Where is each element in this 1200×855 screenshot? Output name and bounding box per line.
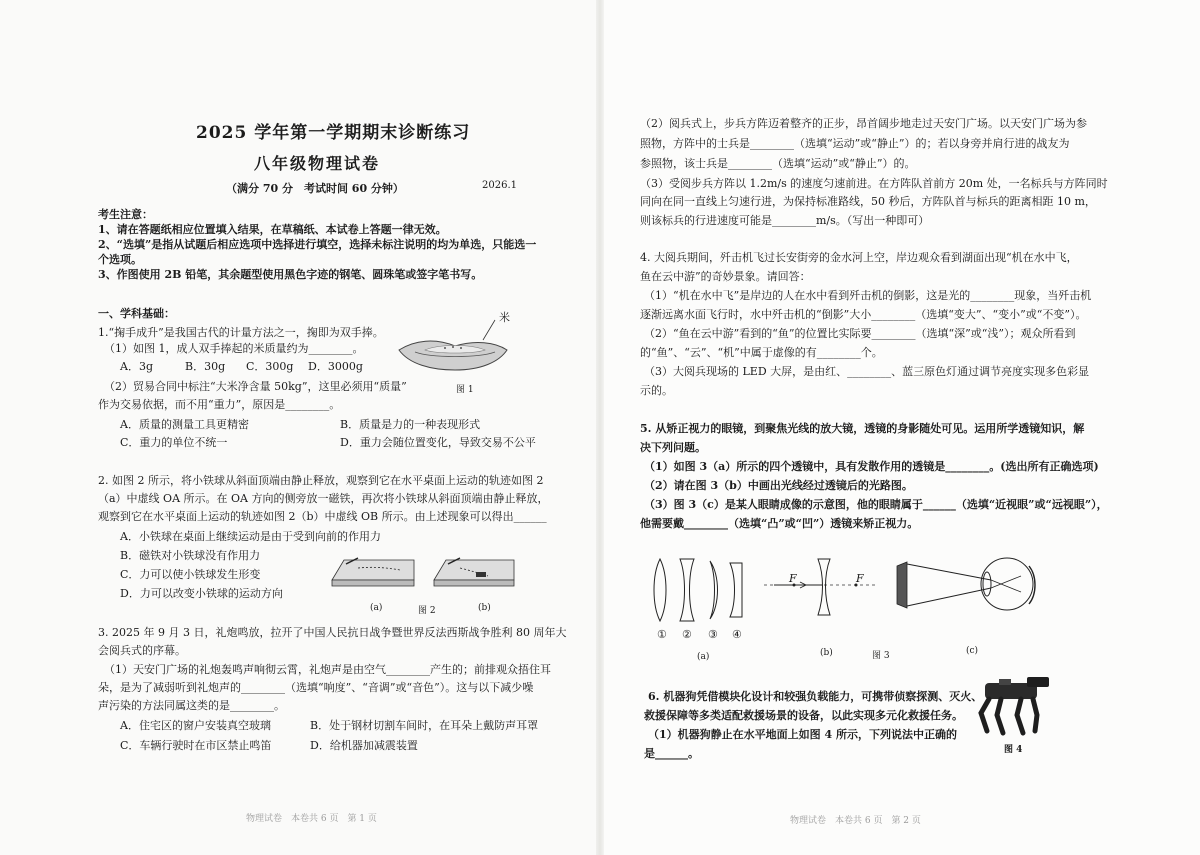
- figure-2-tables: [328, 550, 518, 600]
- figure-3c-eye-diagram: [895, 552, 1045, 628]
- q1-option-a: A．3g: [120, 360, 153, 373]
- q4-line-4: 逐渐远离水面飞行时，水中歼击机的“倒影”大小________（选填“变大”、“变小”或“不变”）。: [640, 308, 1087, 321]
- score-info: （满分 70 分 考试时间 60 分钟）: [226, 182, 404, 195]
- q3-line-4: 朵，是为了减弱听到礼炮声的________（选填“响度”、“音调”或“音色”）。这与以下减少噪: [98, 681, 534, 694]
- q3b-line-4: （3）受阅步兵方阵以 1.2m/s 的速度匀速前进。在方阵队首前方 20m 处，一名标兵与方阵同时: [640, 177, 1108, 190]
- notice-heading: 考生注意：: [98, 208, 153, 221]
- q2-line-3: 观察到它在水平桌面上运动的轨迹如图 2（b）中虚线 OB 所示。由上述现象可以得出______: [98, 510, 547, 523]
- q4-line-2: 鱼在云中游”的奇妙景象。请回答：: [640, 270, 811, 283]
- q4-line-7: （3）大阅兵现场的 LED 大屏，是由红、________、蓝三原色灯通过调节亮度实现多色彩显: [644, 365, 1090, 378]
- q1-part1: （1）如图 1，成人双手捧起的米质量约为________。: [104, 342, 364, 355]
- q6-line-4: 是______。: [644, 747, 699, 760]
- lens-number-3: ③: [708, 628, 718, 641]
- q3-line-1: 3. 2025 年 9 月 3 日，礼炮鸣放，拉开了中国人民抗日战争暨世界反法西斯战争胜利 80 周年大: [98, 626, 567, 639]
- q3-option-c: C．车辆行驶时在市区禁止鸣笛: [120, 739, 272, 752]
- figure-1-hands-rice: [395, 310, 515, 382]
- section-heading: 一、学科基础：: [98, 307, 175, 320]
- figure-4-label: 图 4: [1004, 745, 1023, 755]
- focal-point-right: F: [856, 572, 864, 585]
- figure-2-label: 图 2: [418, 606, 436, 616]
- q3b-line-2: 照物，方阵中的士兵是________（选填“运动”或“静止”）的；若以身旁并肩行进的战友为: [640, 137, 1070, 150]
- lens-number-4: ④: [732, 628, 742, 641]
- q3-line-3: （1）天安门广场的礼炮轰鸣声响彻云霄，礼炮声是由空气________产生的；前排观众捂住耳: [104, 663, 551, 676]
- page-gutter: [596, 0, 604, 855]
- focal-point-left: F: [789, 572, 797, 585]
- q4-line-3: （1）“机在水中飞”是岸边的人在水中看到歼击机的倒影，这是光的________现象，当歼击机: [644, 289, 1092, 302]
- q1-part2a: （2）贸易合同中标注“大米净含量 50kg”，这里必须用“质量”: [104, 380, 407, 393]
- q4-line-1: 4. 大阅兵期间，歼击机飞过长安街旁的金水河上空，岸边观众看到湖面出现“机在水中飞，: [640, 251, 1078, 264]
- lens-number-1: ①: [657, 628, 667, 641]
- q5-line-5: （3）图 3（c）是某人眼睛成像的示意图，他的眼睛属于______（选填“近视眼”或“远视眼”），: [644, 498, 1108, 511]
- q3b-line-6: 则该标兵的行进速度可能是________m/s。（写出一种即可）: [640, 214, 930, 227]
- q3b-line-3: 参照物，该士兵是________（选填“运动”或“静止”）的。: [640, 157, 916, 170]
- q1-option-b: B．30g: [185, 360, 226, 373]
- left-page-footer: 物理试卷 本卷共 6 页 第 1 页: [246, 814, 377, 824]
- notice-line-2a: 2、“选填”是指从试题后相应选项中选择进行填空，选择未标注说明的均为单选，只能选一: [98, 238, 537, 251]
- right-page-footer: 物理试卷 本卷共 6 页 第 2 页: [790, 816, 921, 826]
- q1-choice-c: C．重力的单位不统一: [120, 436, 228, 449]
- q4-line-6: 的“鱼”、“云”、“机”中属于虚像的有________个。: [640, 346, 883, 359]
- q6-line-3: （1）机器狗静止在水平地面上如图 4 所示，下列说法中正确的: [648, 728, 957, 741]
- q3b-line-5: 同向在同一直线上匀速行进，为保持标准路线，50 秒后，方阵队首与标兵的距离相距 10 m，: [640, 195, 1096, 208]
- q3-option-d: D．给机器加减震装置: [310, 739, 418, 752]
- q3-line-5: 声污染的方法同属这类的是________。: [98, 699, 285, 712]
- figure-3a-label: (a): [697, 652, 710, 662]
- q2-line-2: （a）中虚线 OA 所示。在 OA 方向的侧旁放一磁铁，再次将小铁球从斜面顶端由静止释放，: [98, 492, 549, 505]
- q1-choice-a: A．质量的测量工具更精密: [120, 418, 249, 431]
- q5-line-3: （1）如图 3（a）所示的四个透镜中，具有发散作用的透镜是________。(选出所有正确选项): [644, 460, 1099, 473]
- figure-1-label: 图 1: [456, 385, 474, 395]
- q1-option-d: D．3000g: [308, 360, 363, 373]
- q1-part2b: 作为交易依据，而不用“重力”，原因是________。: [98, 398, 341, 411]
- exam-date: 2026.1: [482, 180, 517, 191]
- figure-3b-ray-diagram: [760, 555, 880, 625]
- exam-title: 2025 学年第一学期期末诊断练习: [196, 123, 471, 143]
- notice-line-1: 1、请在答题纸相应位置填入结果，在草稿纸、本试卷上答题一律无效。: [98, 223, 447, 236]
- figure-4-robot-dog: [965, 675, 1055, 740]
- q1-option-c: C．300g: [246, 360, 294, 373]
- q1-stem: 1.“掬手成升”是我国古代的计量方法之一，掬即为双手捧。: [98, 326, 384, 339]
- q2-option-a: A．小铁球在桌面上继续运动是由于受到向前的作用力: [120, 530, 381, 543]
- figure-1-rice-label: 米: [499, 311, 510, 324]
- q2-line-1: 2. 如图 2 所示，将小铁球从斜面顶端由静止释放，观察到它在水平桌面上运动的轨迹如图 2: [98, 474, 544, 487]
- notice-line-3: 3、作图使用 2B 铅笔，其余题型使用黑色字迹的钢笔、圆珠笔或签字笔书写。: [98, 268, 483, 281]
- q2-option-d: D．力可以改变小铁球的运动方向: [120, 587, 283, 600]
- q3-option-b: B．处于钢材切割车间时，在耳朵上戴防声耳罩: [310, 719, 539, 732]
- q1-choice-d: D．重力会随位置变化，导致交易不公平: [340, 436, 536, 449]
- q5-line-4: （2）请在图 3（b）中画出光线经过透镜后的光路图。: [644, 479, 913, 492]
- q4-line-5: （2）“鱼在云中游”看到的“鱼”的位置比实际要________（选填“深”或“浅”）；观众所看到: [644, 327, 1076, 340]
- q3b-line-1: （2）阅兵式上，步兵方阵迈着整齐的正步，昂首阔步地走过天安门广场。以天安门广场为参: [640, 117, 1087, 130]
- q2-option-b: B．磁铁对小铁球没有作用力: [120, 549, 261, 562]
- q5-line-1: 5. 从矫正视力的眼镜，到聚焦光线的放大镜，透镜的身影随处可见。运用所学透镜知识，解: [640, 422, 1085, 435]
- figure-3b-label: (b): [820, 648, 833, 658]
- q2-option-c: C．力可以使小铁球发生形变: [120, 568, 261, 581]
- q1-choice-b: B．质量是力的一种表现形式: [340, 418, 481, 431]
- q3-option-a: A．住宅区的窗户安装真空玻璃: [120, 719, 271, 732]
- q5-line-6: 他需要戴________（选填“凸”或“凹”）透镜来矫正视力。: [640, 517, 919, 530]
- figure-2b-label: (b): [478, 603, 491, 613]
- q6-line-2: 救援保障等多类适配救援场景的设备，以此实现多元化救援任务。: [644, 709, 963, 722]
- figure-3-label: 图 3: [872, 651, 890, 661]
- q5-line-2: 决下列问题。: [640, 441, 706, 454]
- lens-number-2: ②: [682, 628, 692, 641]
- q4-line-8: 示的。: [640, 384, 673, 397]
- figure-3c-label: (c): [966, 646, 979, 656]
- exam-subtitle: 八年级物理试卷: [254, 154, 381, 173]
- figure-2a-label: (a): [370, 603, 383, 613]
- notice-line-2b: 个选项。: [98, 253, 142, 266]
- q6-line-1: 6. 机器狗凭借模块化设计和较强负载能力，可携带侦察探测、灭火、: [648, 690, 983, 703]
- q3-line-2: 会阅兵式的序幕。: [98, 644, 186, 657]
- figure-3a-lenses: [650, 555, 750, 625]
